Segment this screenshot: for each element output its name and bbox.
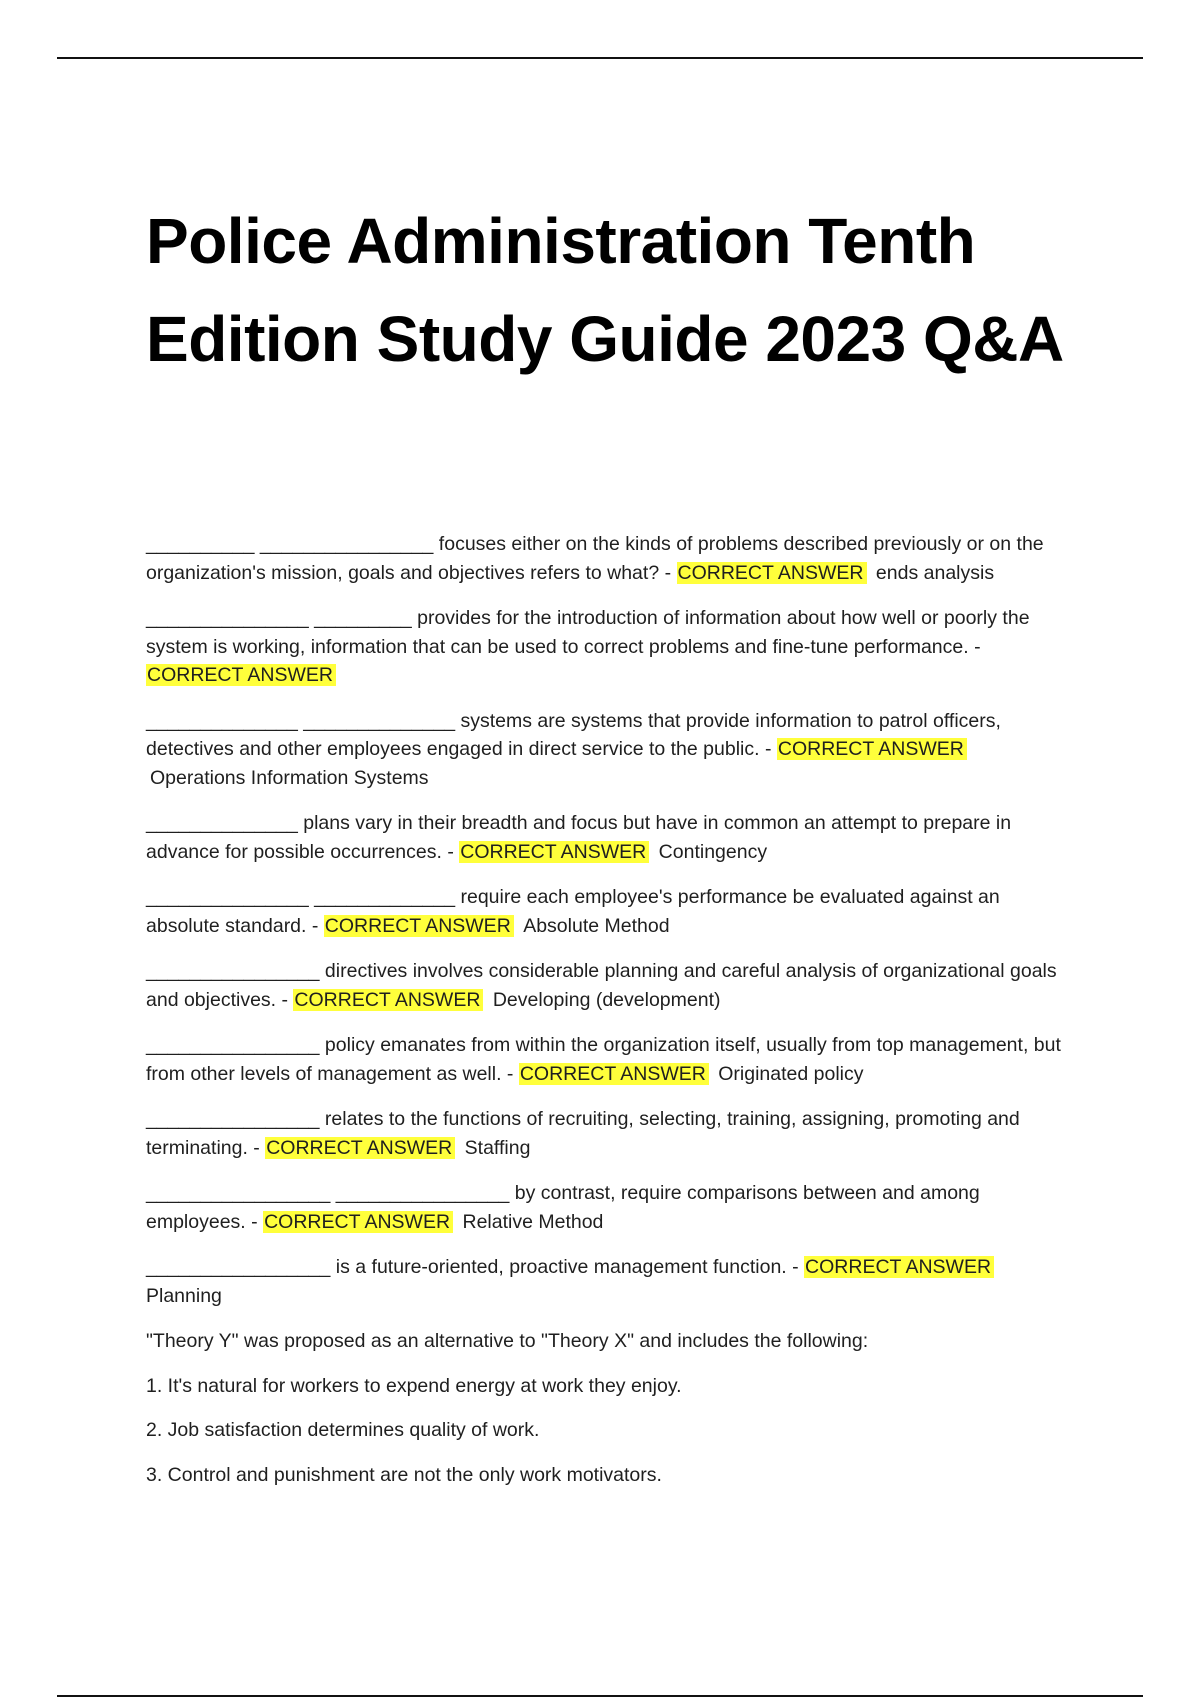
qa-list bbox=[146, 530, 1066, 1489]
correct-answer-label: CORRECT ANSWER bbox=[265, 1137, 455, 1159]
correct-answer-label: CORRECT ANSWER bbox=[146, 664, 336, 686]
question-text: ______________ ______________ systems are systems that provide information to patrol officers, detectives and other employees engaged in direct service to the public. - bbox=[146, 709, 1001, 760]
correct-answer-label: CORRECT ANSWER bbox=[519, 1063, 709, 1085]
answer-text: Relative Method bbox=[462, 1210, 604, 1233]
correct-answer-label: CORRECT ANSWER bbox=[459, 841, 649, 863]
theory-point: 2. Job satisfaction determines quality of work. bbox=[146, 1419, 540, 1441]
answer-text: Contingency bbox=[658, 840, 768, 863]
qa-item bbox=[146, 1105, 1066, 1162]
answer-text: Absolute Method bbox=[523, 914, 670, 937]
qa-item bbox=[146, 707, 1066, 793]
question-text: ________________ relates to the functions of recruiting, selecting, training, assigning, promoting and terminating. - bbox=[146, 1108, 1020, 1159]
document-title: Police Administration Tenth Edition Study Guide 2023 Q&A bbox=[146, 205, 1064, 375]
theory-intro: "Theory Y" was proposed as an alternative to "Theory X" and includes the following: bbox=[146, 1330, 869, 1352]
qa-item bbox=[146, 809, 1066, 866]
question-text: _______________ _____________ require each employee's performance be evaluated against an absolute standard. - bbox=[146, 886, 1000, 937]
qa-item bbox=[146, 1031, 1066, 1088]
question-text: _______________ _________ provides for the introduction of information about how well or poorly the system is working, information that can be used to correct problems and fine-tune performance. - bbox=[146, 607, 1030, 658]
correct-answer-label: CORRECT ANSWER bbox=[293, 989, 483, 1011]
question-text: ________________ directives involves considerable planning and careful analysis of organizational goals and objectives. - bbox=[146, 960, 1057, 1011]
correct-answer-label: CORRECT ANSWER bbox=[804, 1256, 994, 1278]
document-body bbox=[146, 192, 1066, 1505]
top-rule bbox=[57, 57, 1143, 59]
answer-text: ends analysis bbox=[875, 561, 995, 584]
answer-text: Originated policy bbox=[718, 1062, 864, 1085]
qa-item bbox=[146, 530, 1066, 587]
correct-answer-label: CORRECT ANSWER bbox=[324, 915, 514, 937]
answer-text: Operations Information Systems bbox=[150, 766, 429, 789]
answer-text: Planning bbox=[146, 1284, 222, 1307]
qa-item bbox=[146, 957, 1066, 1014]
question-text: __________ ________________ focuses either on the kinds of problems described previously or on the organization's mission, goals and objectives refers to what? - bbox=[146, 533, 1044, 584]
question-text: ________________ policy emanates from within the organization itself, usually from top management, but from other levels of management as well. - bbox=[146, 1034, 1061, 1085]
question-text: _________________ is a future-oriented, proactive management function. - bbox=[146, 1256, 799, 1278]
correct-answer-label: CORRECT ANSWER bbox=[263, 1211, 453, 1233]
correct-answer-label: CORRECT ANSWER bbox=[777, 738, 967, 760]
answer-text: Staffing bbox=[464, 1136, 531, 1159]
question-text: _________________ ________________ by contrast, require comparisons between and among employees. - bbox=[146, 1182, 980, 1233]
theory-point: 1. It's natural for workers to expend energy at work they enjoy. bbox=[146, 1374, 682, 1397]
bottom-rule bbox=[57, 1695, 1143, 1697]
qa-item bbox=[146, 604, 1066, 690]
question-text: ______________ plans vary in their breadth and focus but have in common an attempt to prepare in advance for possible occurrences. - bbox=[146, 812, 1012, 863]
qa-item bbox=[146, 1179, 1066, 1236]
theory-point: 3. Control and punishment are not the only work motivators. bbox=[146, 1463, 662, 1486]
qa-item bbox=[146, 1253, 1066, 1310]
answer-text: Developing (development) bbox=[492, 988, 721, 1011]
qa-item bbox=[146, 883, 1066, 940]
correct-answer-label: CORRECT ANSWER bbox=[677, 562, 867, 584]
